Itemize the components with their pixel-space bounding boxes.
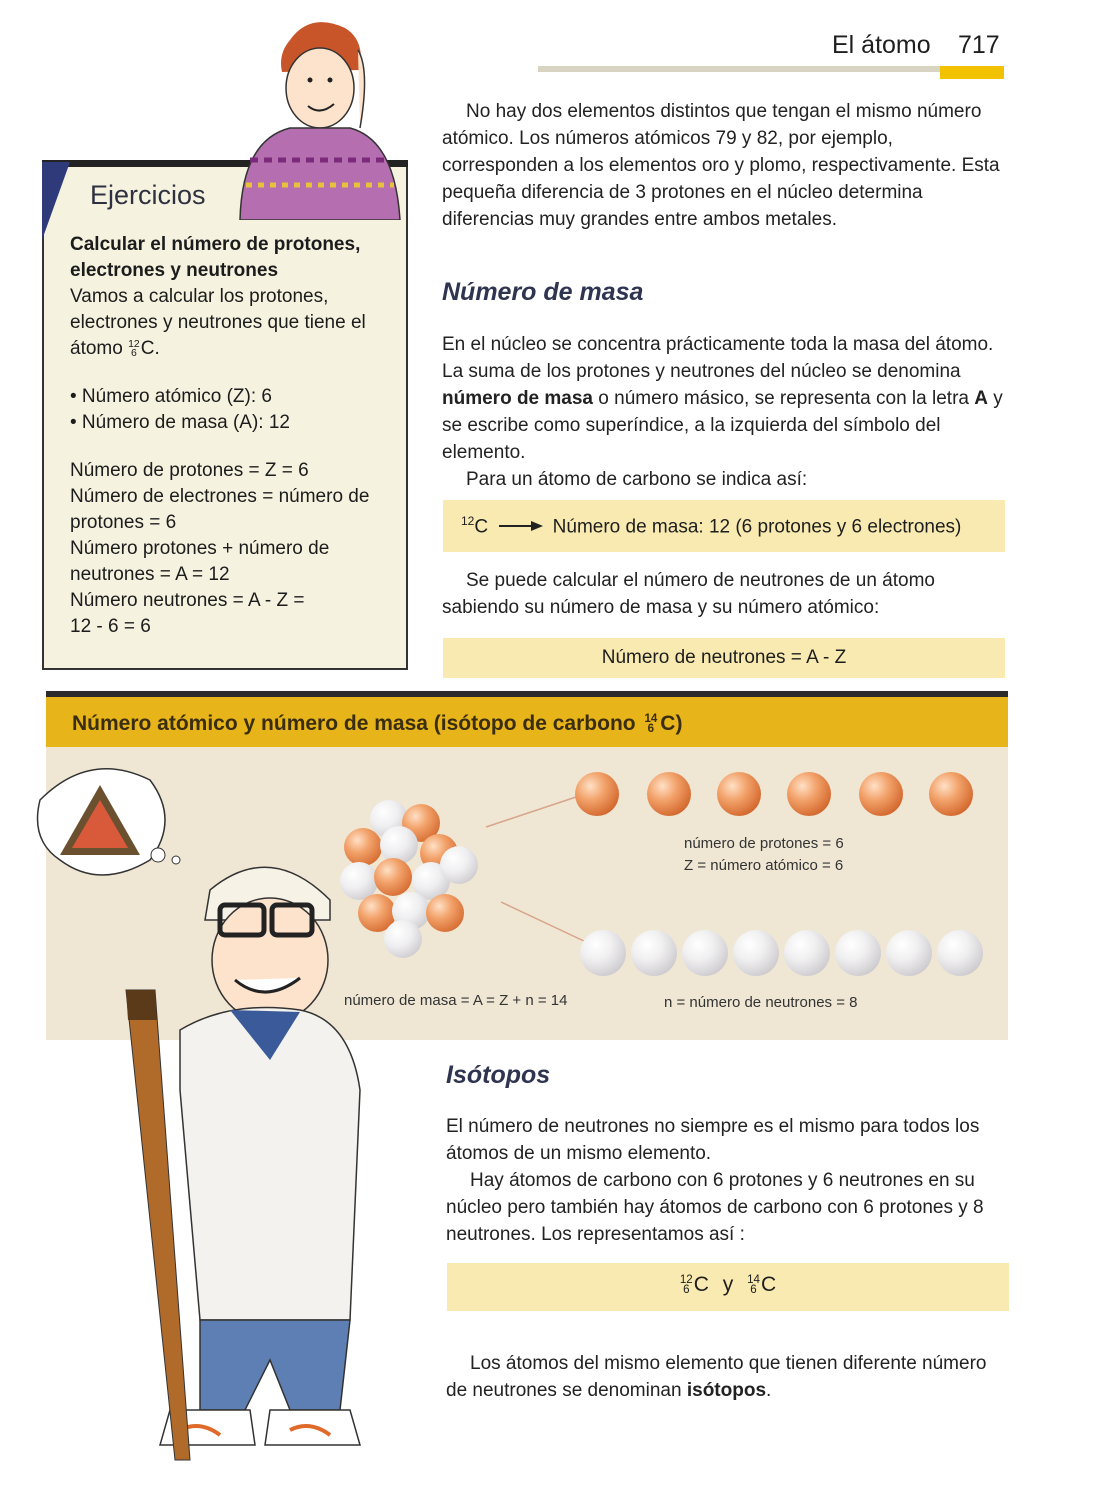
mass-text-a: En el núcleo se concentra prácticamente toda la masa del átomo. La suma de los protones y neutrones del núcleo se denomina [442,334,994,382]
mass-heading: Número de masa [442,278,644,306]
exercises-content [70,232,400,640]
iso-b-top: 14 [747,1274,760,1287]
intro-paragraph [442,98,1006,233]
exercises-bullet-2: • Número de masa (A): 12 [70,412,290,433]
header-rule [538,66,966,72]
isotopes-period: . [766,1380,772,1401]
proton-sphere [575,772,619,816]
exercises-line-1: Número de protones = Z = 6 [70,460,309,481]
scientist-illustration [30,760,430,1480]
neutron-sphere [886,930,932,976]
neutrons-row [580,930,990,980]
page-number: 717 [958,31,1000,59]
header-accent [940,66,1004,79]
exercises-corner [42,162,70,240]
neutron-sphere [937,930,983,976]
proton-ball [426,894,464,932]
exercises-line-4: Número neutrones = A - Z = [70,590,305,611]
formula-mass-text: Número de masa: 12 (6 protones y 6 electrones) [552,516,962,538]
band-isotope [644,714,657,735]
band-iso-symbol: C) [660,712,683,735]
exercises-line-2: Número de electrones = número de protones = 6 [70,486,370,533]
arrow-icon [497,516,543,538]
isotopes-conclusion-text: Los átomos del mismo elemento que tienen diferente número de neutrones se denominan [446,1353,987,1401]
iso-a-symbol: C [693,1273,709,1296]
mass-text-c: y se escribe como superíndice, a la izquierda del símbolo del elemento. [442,388,1003,463]
isotopes-text-p2: Hay átomos de carbono con 6 protones y 6 neutrones en su núcleo pero también hay átomos de carbono con 6 protones y 8 neutrones. Los representamos así : [446,1170,984,1245]
neutron-paragraph [442,567,1006,621]
proton-sphere [929,772,973,816]
neutron-sphere [682,930,728,976]
iso-conjunction: y [722,1273,734,1296]
iso-b-symbol: C [760,1273,777,1296]
formula-mass [461,514,961,538]
neutron-sphere [784,930,830,976]
neutron-text: Se puede calcular el número de neutrones de un átomo sabiendo su número de masa y su número atómico: [442,570,935,618]
exercises-bullet-1: • Número atómico (Z): 6 [70,386,272,407]
proton-sphere [859,772,903,816]
isotopes-heading: Isótopos [446,1061,551,1089]
neutron-sphere [580,930,626,976]
proton-sphere [787,772,831,816]
mass-bold-term: número de masa [442,388,593,409]
exercises-line-5: 12 - 6 = 6 [70,616,151,637]
formula-box-neutrons [443,638,1005,678]
neutron-ball [440,846,478,884]
iso-top: 12 [128,338,140,350]
exercises-line-3: Número protones + número de neutrones = A = 12 [70,538,330,585]
formula-mass-sup: 12 [461,514,475,528]
isotopes-text-p1: El número de neutrones no siempre es el mismo para todos los átomos de un mismo elemento. [446,1116,980,1164]
neutron-sphere [733,930,779,976]
exercises-isotope [128,340,140,359]
iso-a-numbers [680,1275,693,1296]
isotopes-bold-term: isótopos [686,1380,767,1401]
formula-mass-symbol: C [474,516,489,538]
neutrons-label: n = número de neutrones = 8 [664,994,858,1011]
band-title-text: Número atómico y número de masa (isótopo de carbono [72,712,642,735]
iso-bottom: 6 [131,347,137,359]
band-iso-bottom: 6 [647,723,655,736]
iso-a-top: 12 [679,1274,693,1287]
band-title [72,712,682,736]
mass-number-label: número de masa = A = Z + n = 14 [344,992,568,1009]
formula-neutrons: Número de neutrones = A - Z [601,647,847,668]
isotopes-paragraph [446,1113,1012,1248]
mass-text-b: o número másico, se representa con la letra [593,388,975,409]
formula-isotopes [447,1273,1009,1297]
isotopes-conclusion [446,1350,1012,1404]
proton-sphere [647,772,691,816]
exercises-heading: Calcular el número de protones, electrones y neutrones [70,234,361,281]
proton-sphere [717,772,761,816]
mass-paragraph [442,331,1006,493]
iso-b-bottom: 6 [750,1284,757,1297]
band-iso-top: 14 [644,713,658,726]
exercises-intro-text: Vamos a calcular los protones, electrones y neutrones que tiene el átomo [70,286,366,359]
exercises-title: Ejercicios [90,180,206,210]
formula-box-mass [443,500,1005,552]
mass-text-p2: Para un átomo de carbono se indica así: [466,469,808,490]
protons-label: número de protones = 6 [684,835,844,852]
formula-box-isotopes [447,1263,1009,1311]
iso-b-numbers [747,1275,760,1296]
student-illustration [220,10,420,220]
protons-row [575,772,985,822]
exercises-iso-symbol: C. [140,338,160,359]
intro-text: No hay dos elementos distintos que tengan el mismo número atómico. Los números atómicos 79 y 82, por ejemplo, corresponden a los elementos oro y plomo, respectivamente. Esta pequeña diferencia de 3 protones en el núcleo determina diferencias muy grandes entre ambos metales. [442,101,1000,230]
atomic-number-label: Z = número atómico = 6 [684,857,844,874]
iso-a-bottom: 6 [683,1284,690,1297]
mass-letter: A [974,388,988,409]
neutron-sphere [631,930,677,976]
neutron-sphere [835,930,881,976]
exercises-intro [70,284,400,362]
chapter-title: El átomo [832,31,931,59]
